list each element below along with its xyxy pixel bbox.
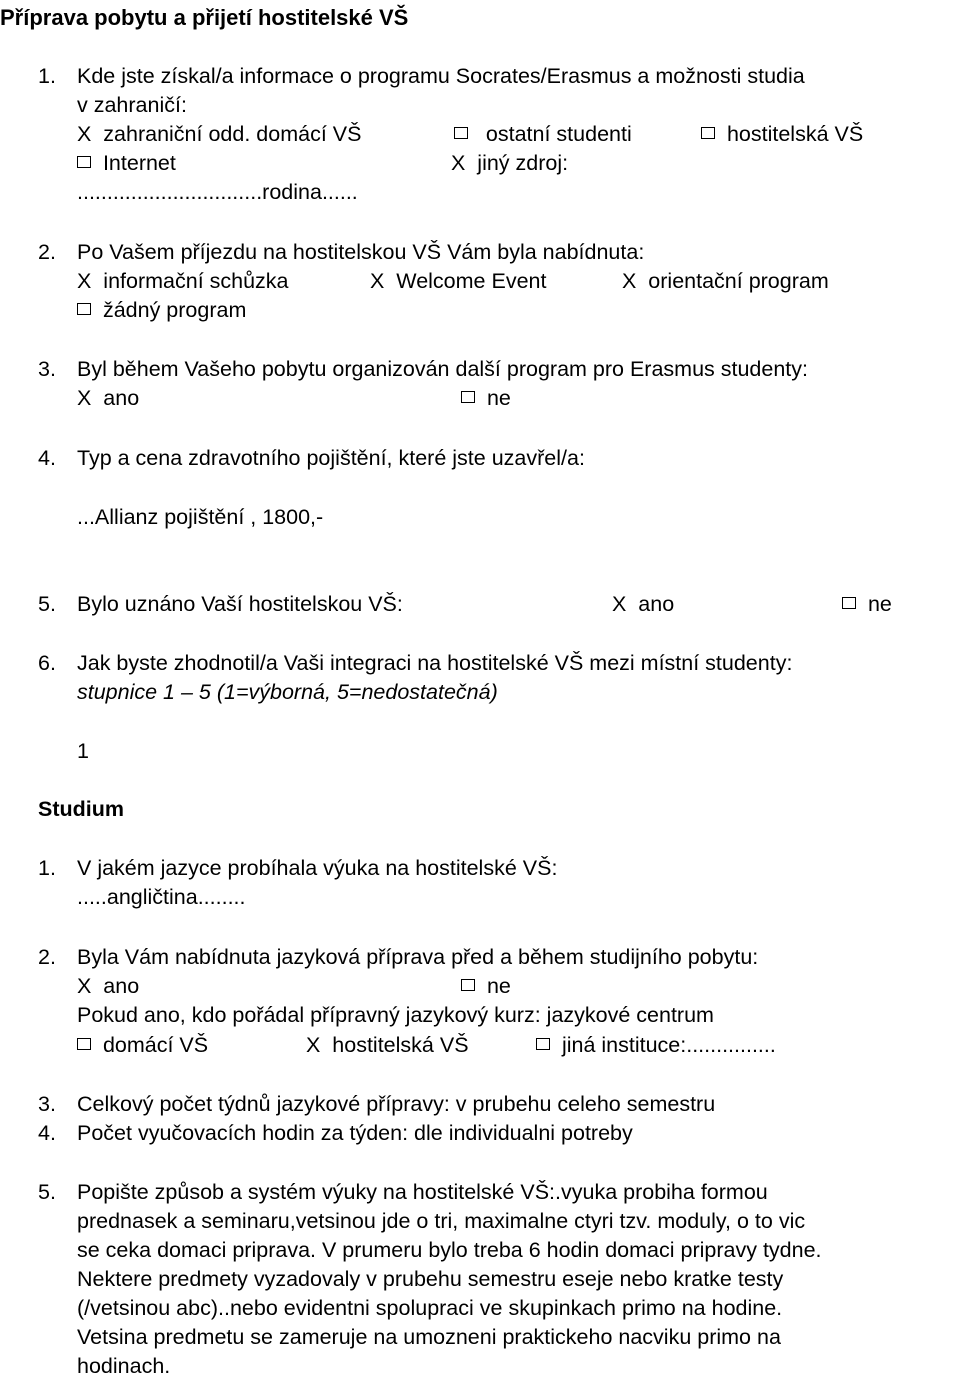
checked-mark: X [306,1033,321,1057]
question-5-text: Bylo uznáno Vaší hostitelskou VŠ: [77,592,403,616]
study-question-1-text: V jakém jazyce probíhala výuka na hostitelské VŠ: [77,856,558,880]
study-q2-option-host-university-label: hostitelská VŠ [332,1033,469,1057]
checkbox-icon [842,597,856,609]
study-question-2-text: Byla Vám nabídnuta jazyková příprava před a během studijního pobytu: [77,945,759,969]
study-question-3-number: 3. [38,1092,56,1116]
question-2-number: 2. [38,240,56,264]
study-q2-option-home-university-label: domácí VŠ [102,1033,209,1057]
study-question-4-number: 4. [38,1121,56,1145]
checked-mark: X [77,974,92,998]
question-1-text-line1: Kde jste získal/a informace o programu Socrates/Erasmus a možnosti studia [77,64,805,88]
q1-option-abroad-office-label: zahraniční odd. domácí VŠ [103,122,362,146]
checkbox-icon [77,303,91,315]
study-q5-line: (/vetsinou abc)..nebo evidentni spolupraci ve skupinkach primo na hodine. [77,1296,783,1320]
q1-option-other-source[interactable] [451,150,568,176]
q5-option-yes-label: ano [638,592,675,616]
q3-option-no-label: ne [486,386,511,410]
section-heading-study: Studium [38,797,124,821]
q3-option-yes-label: ano [103,386,140,410]
study-q2-option-other-institution[interactable] [536,1032,776,1058]
study-q2-option-host-university[interactable] [306,1032,469,1058]
q6-answer: 1 [77,739,89,763]
question-3-text: Byl během Vašeho pobytu organizován další program pro Erasmus studenty: [77,357,808,381]
question-4-text: Typ a cena zdravotního pojištění, které jste uzavřel/a: [77,446,585,470]
q2-option-info-meeting[interactable] [77,268,289,294]
q1-option-abroad-office[interactable] [77,121,361,147]
question-3-number: 3. [38,357,56,381]
study-q2-option-home-university[interactable] [77,1032,208,1058]
question-6-scale: stupnice 1 – 5 (1=výborná, 5=nedostatečná) [77,680,498,704]
q5-option-no-label: ne [867,592,892,616]
study-question-2-number: 2. [38,945,56,969]
question-1-text-line2: v zahraničí: [77,93,187,117]
question-2-text: Po Vašem příjezdu na hostitelskou VŠ Vám byla nabídnuta: [77,240,645,264]
study-question-5-number: 5. [38,1180,56,1204]
checked-mark: X [370,269,385,293]
q2-option-no-program[interactable] [77,297,246,323]
question-4-number: 4. [38,446,56,470]
study-q5-line: hodinach. [77,1354,171,1378]
question-6-text: Jak byste zhodnotil/a Vaši integraci na hostitelské VŠ mezi místní studenty: [77,651,793,675]
q1-option-internet-label: Internet [102,151,176,175]
q3-option-no[interactable] [461,385,511,411]
q1-option-internet[interactable] [77,150,176,176]
q3-option-yes[interactable] [77,385,139,411]
checkbox-icon [77,156,91,168]
q1-option-host-university-label: hostitelská VŠ [726,122,864,146]
study-q1-answer: .....angličtina........ [77,885,246,909]
study-q2-follow-up: Pokud ano, kdo pořádal přípravný jazykový kurz: jazykové centrum [77,1003,714,1027]
q2-option-no-program-label: žádný program [102,298,247,322]
q4-answer: ...Allianz pojištění , 1800,- [77,505,324,529]
study-q2-option-other-institution-label: jiná instituce:............... [561,1033,776,1057]
checked-mark: X [77,122,92,146]
q1-option-other-source-label: jiný zdroj: [477,151,569,175]
checkbox-icon [77,1038,91,1050]
q1-option-host-university[interactable] [701,121,863,147]
checkbox-icon [461,979,475,991]
checked-mark: X [77,386,92,410]
study-question-1-number: 1. [38,856,56,880]
checkbox-icon [454,127,468,139]
q2-option-orientation-label: orientační program [648,269,829,293]
checked-mark: X [77,269,92,293]
q2-option-welcome-event-label: Welcome Event [396,269,547,293]
study-q5-line: se ceka domaci priprava. V prumeru bylo treba 6 hodin domaci pripravy tydne. [77,1238,822,1262]
section-heading-preparation: Příprava pobytu a přijetí hostitelské VŠ [0,5,409,30]
question-6-number: 6. [38,651,56,675]
study-q2-option-yes[interactable] [77,973,139,999]
checked-mark: X [612,592,627,616]
q1-option-other-students-label: ostatní studenti [485,122,632,146]
checkbox-icon [536,1038,550,1050]
study-question-4-text: Počet vyučovacích hodin za týden: dle individualni potreby [77,1121,633,1145]
study-q2-option-no[interactable] [461,973,511,999]
question-1-number: 1. [38,64,56,88]
q1-option-other-students[interactable] [454,121,632,147]
checkbox-icon [701,127,715,139]
study-q2-option-no-label: ne [486,974,511,998]
q5-option-yes[interactable] [612,591,674,617]
study-q5-line: Vetsina predmetu se zameruje na umozneni praktickeho nacviku primo na [77,1325,781,1349]
study-q2-option-yes-label: ano [103,974,140,998]
study-q5-line: Popište způsob a systém výuky na hostitelské VŠ:.vyuka probiha formou [77,1180,768,1204]
q2-option-info-meeting-label: informační schůzka [103,269,289,293]
checked-mark: X [451,151,466,175]
question-5-number: 5. [38,592,56,616]
checkbox-icon [461,391,475,403]
study-question-3-text: Celkový počet týdnů jazykové přípravy: v prubehu celeho semestru [77,1092,716,1116]
q2-option-orientation[interactable] [622,268,829,294]
study-q5-line: Nektere predmety vyzadovaly v prubehu semestru eseje nebo kratke testy [77,1267,784,1291]
q5-option-no[interactable] [842,591,892,617]
q2-option-welcome-event[interactable] [370,268,546,294]
q1-answer: ...............................rodina...... [77,180,358,204]
checked-mark: X [622,269,637,293]
study-q5-line: prednasek a seminaru,vetsinou jde o tri, maximalne ctyri tzv. moduly, o to vic [77,1209,806,1233]
